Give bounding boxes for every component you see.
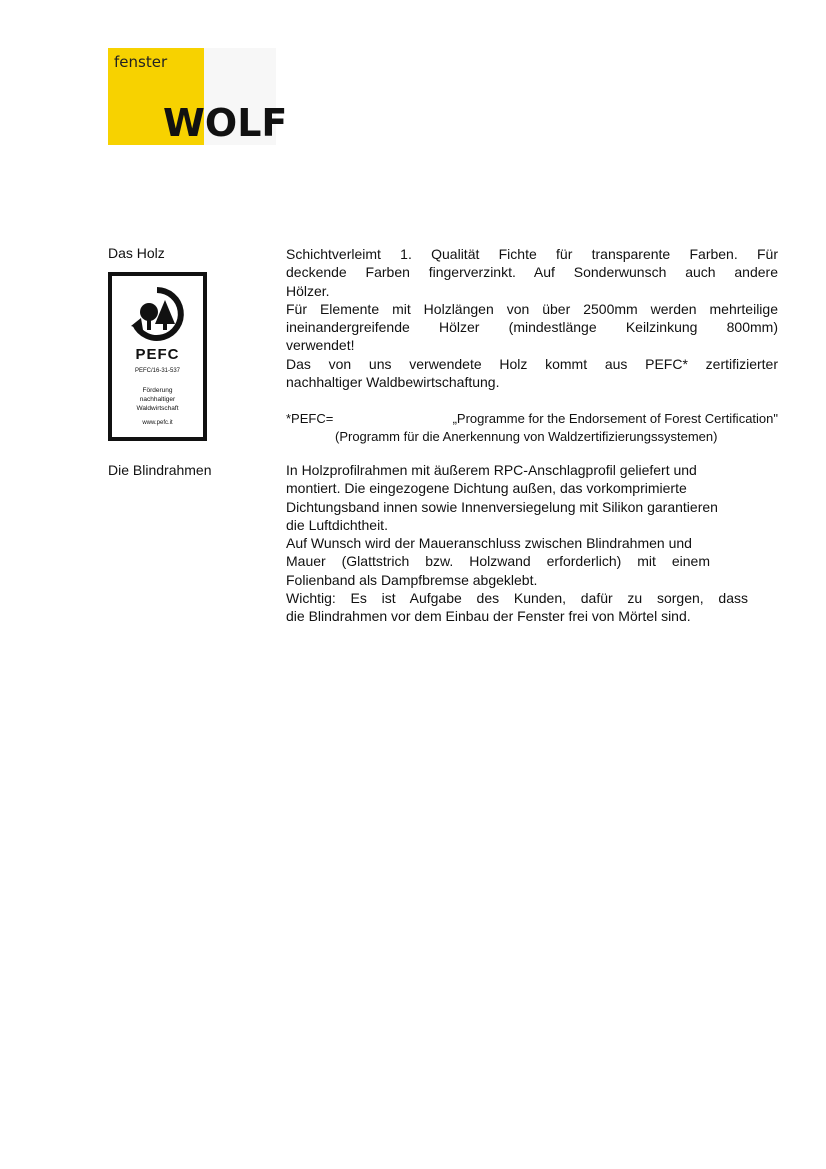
- pefc-subtitle-line: Förderung: [142, 387, 173, 394]
- blindrahmen-line: montiert. Die eingezogene Dichtung außen, das vorkomprimierte: [286, 480, 687, 497]
- blindrahmen-line: Dichtungsband innen sowie Innenversiegelung mit Silikon garantieren: [286, 498, 718, 515]
- pefc-url: www.pefc.it: [142, 420, 173, 426]
- pefc-certification-logo: [108, 272, 207, 441]
- holz-line: verwendet!: [286, 337, 355, 354]
- blindrahmen-line: die Luftdichtheit.: [286, 516, 388, 533]
- holz-line: ineinandergreifende Hölzer (mindestlänge Keilzinkung 800mm): [286, 319, 778, 336]
- pefc-subtitle-line: Waldwirtschaft: [136, 405, 179, 412]
- pefc-subtitle: [112, 386, 203, 413]
- blindrahmen-line: In Holzprofilrahmen mit äußerem RPC-Anschlagprofil geliefert und: [286, 462, 697, 478]
- pefc-footnote: [286, 410, 778, 447]
- blindrahmen-paragraph: [286, 461, 778, 626]
- section-label-holz: Das Holz: [108, 245, 165, 261]
- pefc-subtitle-line: nachhaltiger: [139, 396, 176, 403]
- holz-line: deckende Farben fingerverzinkt. Auf Sonderwunsch auch andere: [286, 264, 778, 281]
- pefc-code: PEFC/16-31-537: [134, 368, 181, 374]
- holz-line: Schichtverleimt 1. Qualität Fichte für transparente Farben. Für: [286, 246, 778, 262]
- holz-paragraph: [286, 245, 778, 391]
- blindrahmen-line: Mauer (Glattstrich bzw. Holzwand erforderlich) mit einem: [286, 553, 710, 570]
- blindrahmen-line: Wichtig: Es ist Aufgabe des Kunden, dafür zu sorgen, dass: [286, 590, 748, 607]
- holz-line: nachhaltiger Waldbewirtschaftung.: [286, 374, 500, 391]
- pefc-tree-icon: [127, 284, 187, 344]
- blindrahmen-line: Auf Wunsch wird der Maueranschluss zwischen Blindrahmen und: [286, 535, 692, 552]
- holz-line: Für Elemente mit Holzlängen von über 2500mm werden mehrteilige: [286, 300, 778, 317]
- section-label-blindrahmen: Die Blindrahmen: [108, 462, 212, 478]
- logo-fenster-text: fenster: [114, 53, 168, 71]
- blindrahmen-line: die Blindrahmen vor dem Einbau der Fenster frei von Mörtel sind.: [286, 608, 691, 625]
- holz-line: Hölzer.: [286, 282, 330, 299]
- company-logo: [108, 48, 288, 145]
- pefc-name: PEFC: [135, 346, 180, 363]
- footnote-text: „Programme for the Endorsement of Forest Certification": [452, 411, 778, 426]
- blindrahmen-line: Folienband als Dampfbremse abgeklebt.: [286, 571, 538, 588]
- holz-line: Das von uns verwendete Holz kommt aus PEFC* zertifizierter: [286, 355, 778, 372]
- footnote-translation: (Programm für die Anerkennung von Waldzertifizierungssystemen): [335, 429, 718, 445]
- logo-wolf-text: WOLF: [163, 101, 288, 145]
- footnote-key: *PEFC=: [286, 411, 334, 426]
